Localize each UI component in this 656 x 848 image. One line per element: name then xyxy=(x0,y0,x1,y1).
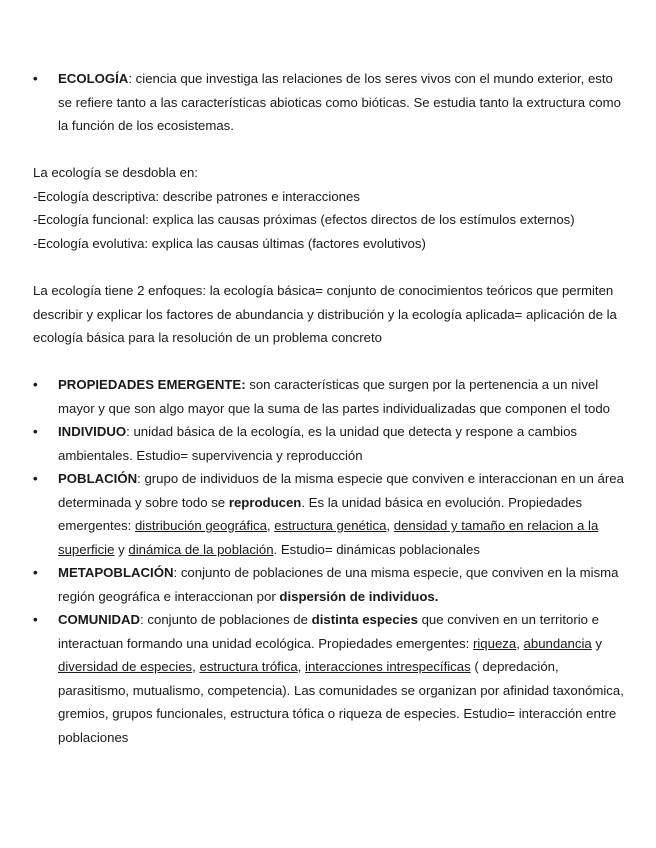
emphasis-reproducen: reproducen xyxy=(228,494,302,510)
def-comunidad-part: que conviven en un territorio e interactuan formando una unidad ecológica. Propiedades emergentes: xyxy=(58,612,599,651)
term-propiedades: PROPIEDADES EMERGENTE: xyxy=(58,377,246,392)
bullet-propiedades xyxy=(33,373,626,420)
emphasis-distinta-especies: distinta especies xyxy=(311,612,418,627)
underlined-property: distribución geográfica xyxy=(134,518,267,533)
desdobla-line-evolutiva: -Ecología evolutiva: explica las causas últimas (factores evolutivos) xyxy=(33,235,426,251)
term-individuo: INDIVIDUO xyxy=(58,424,127,439)
bullet-metapoblacion xyxy=(33,561,626,608)
bullet-dot: • xyxy=(33,612,38,627)
def-poblacion-part: . Es la unidad básica en evolución. Propiedades emergentes: xyxy=(58,494,583,533)
separator: y xyxy=(591,635,603,651)
ecologia-section xyxy=(33,67,626,138)
bullet-individuo xyxy=(33,420,626,467)
def-individuo: : unidad básica de la ecología, es la unidad que detecta y respone a cambios ambientales. Estudio= supervivencia y reproducción xyxy=(58,424,578,463)
desdobla-line-funcional: -Ecología funcional: explica las causas próximas (efectos directos de los estímulos externos) xyxy=(33,212,575,227)
separator: , xyxy=(192,659,200,674)
enfoques-paragraph xyxy=(33,279,626,350)
def-metapoblacion: : conjunto de poblaciones de una misma especie, que conviven en la misma región geográfica e interaccionan por xyxy=(58,565,619,604)
separator: , xyxy=(516,635,524,651)
bullet-ecologia xyxy=(33,67,626,138)
bullet-comunidad xyxy=(33,608,626,749)
term-poblacion: POBLACIÓN xyxy=(58,471,138,486)
term-ecologia: ECOLOGÍA xyxy=(58,71,129,86)
underlined-property: estructura trófica xyxy=(199,659,298,674)
underlined-property: diversidad de especies xyxy=(58,659,193,674)
bullet-dot: • xyxy=(33,471,38,486)
underlined-property: abundancia xyxy=(523,635,592,651)
emphasis-dispersion: dispersión de individuos. xyxy=(279,588,439,604)
bullet-poblacion xyxy=(33,467,626,561)
separator: , xyxy=(266,518,275,533)
underlined-property: densidad y tamaño en relacion a la superficie xyxy=(58,518,599,557)
desdobla-section xyxy=(33,161,626,255)
enfoques-text: La ecología tiene 2 enfoques: la ecología básica= conjunto de conocimientos teóricos que permiten describir y explicar los factores de abundancia y distribución y la ecología aplicada= aplicación de la ecología básica para la resolución de un problema concreto xyxy=(33,283,617,345)
separator: , xyxy=(297,659,306,674)
def-ecologia: : ciencia que investiga las relaciones de los seres vivos con el mundo exterior, esto se refiere tanto a las características abioticas como bióticas. Se estudia tanto la extructura como la función de los ecosistemas. xyxy=(58,71,621,133)
bullet-dot: • xyxy=(33,377,38,392)
desdobla-line-descriptiva: -Ecología descriptiva: describe patrones e interacciones xyxy=(33,188,360,204)
separator: , xyxy=(386,518,394,533)
underlined-property: dinámica de la población xyxy=(128,541,274,557)
desdobla-intro: La ecología se desdobla en: xyxy=(33,165,198,180)
underlined-property: riqueza xyxy=(472,635,517,651)
def-poblacion-part: : grupo de individuos de la misma especie que conviven e interaccionan en un área determinada y sobre todo se xyxy=(58,471,624,510)
def-comunidad-part: ( depredación, parasitismo, mutualismo, competencia). Las comunidades se organizan por afinidad taxonómica, gremios, grupos funcionales, estructura tófica o riqueza de especies. Estudio= interacción entre poblaciones xyxy=(58,659,624,745)
underlined-property: estructura genética xyxy=(274,518,387,533)
term-metapoblacion: METAPOBLACIÓN xyxy=(58,565,174,580)
bullet-dot: • xyxy=(33,565,38,580)
underlined-property: interacciones intrespecíficas xyxy=(305,659,471,674)
def-poblacion-part: . Estudio= dinámicas poblacionales xyxy=(273,541,480,557)
term-comunidad: COMUNIDAD xyxy=(58,612,141,627)
def-propiedades: son características que surgen por la pertenencia a un nivel mayor y que son algo mayor que la suma de las partes individualizadas que componen el todo xyxy=(58,377,611,416)
bullet-dot: • xyxy=(33,71,38,86)
def-comunidad-part: : conjunto de poblaciones de xyxy=(140,612,312,627)
concepts-list xyxy=(33,373,626,749)
separator: y xyxy=(114,541,129,557)
bullet-dot: • xyxy=(33,424,38,439)
